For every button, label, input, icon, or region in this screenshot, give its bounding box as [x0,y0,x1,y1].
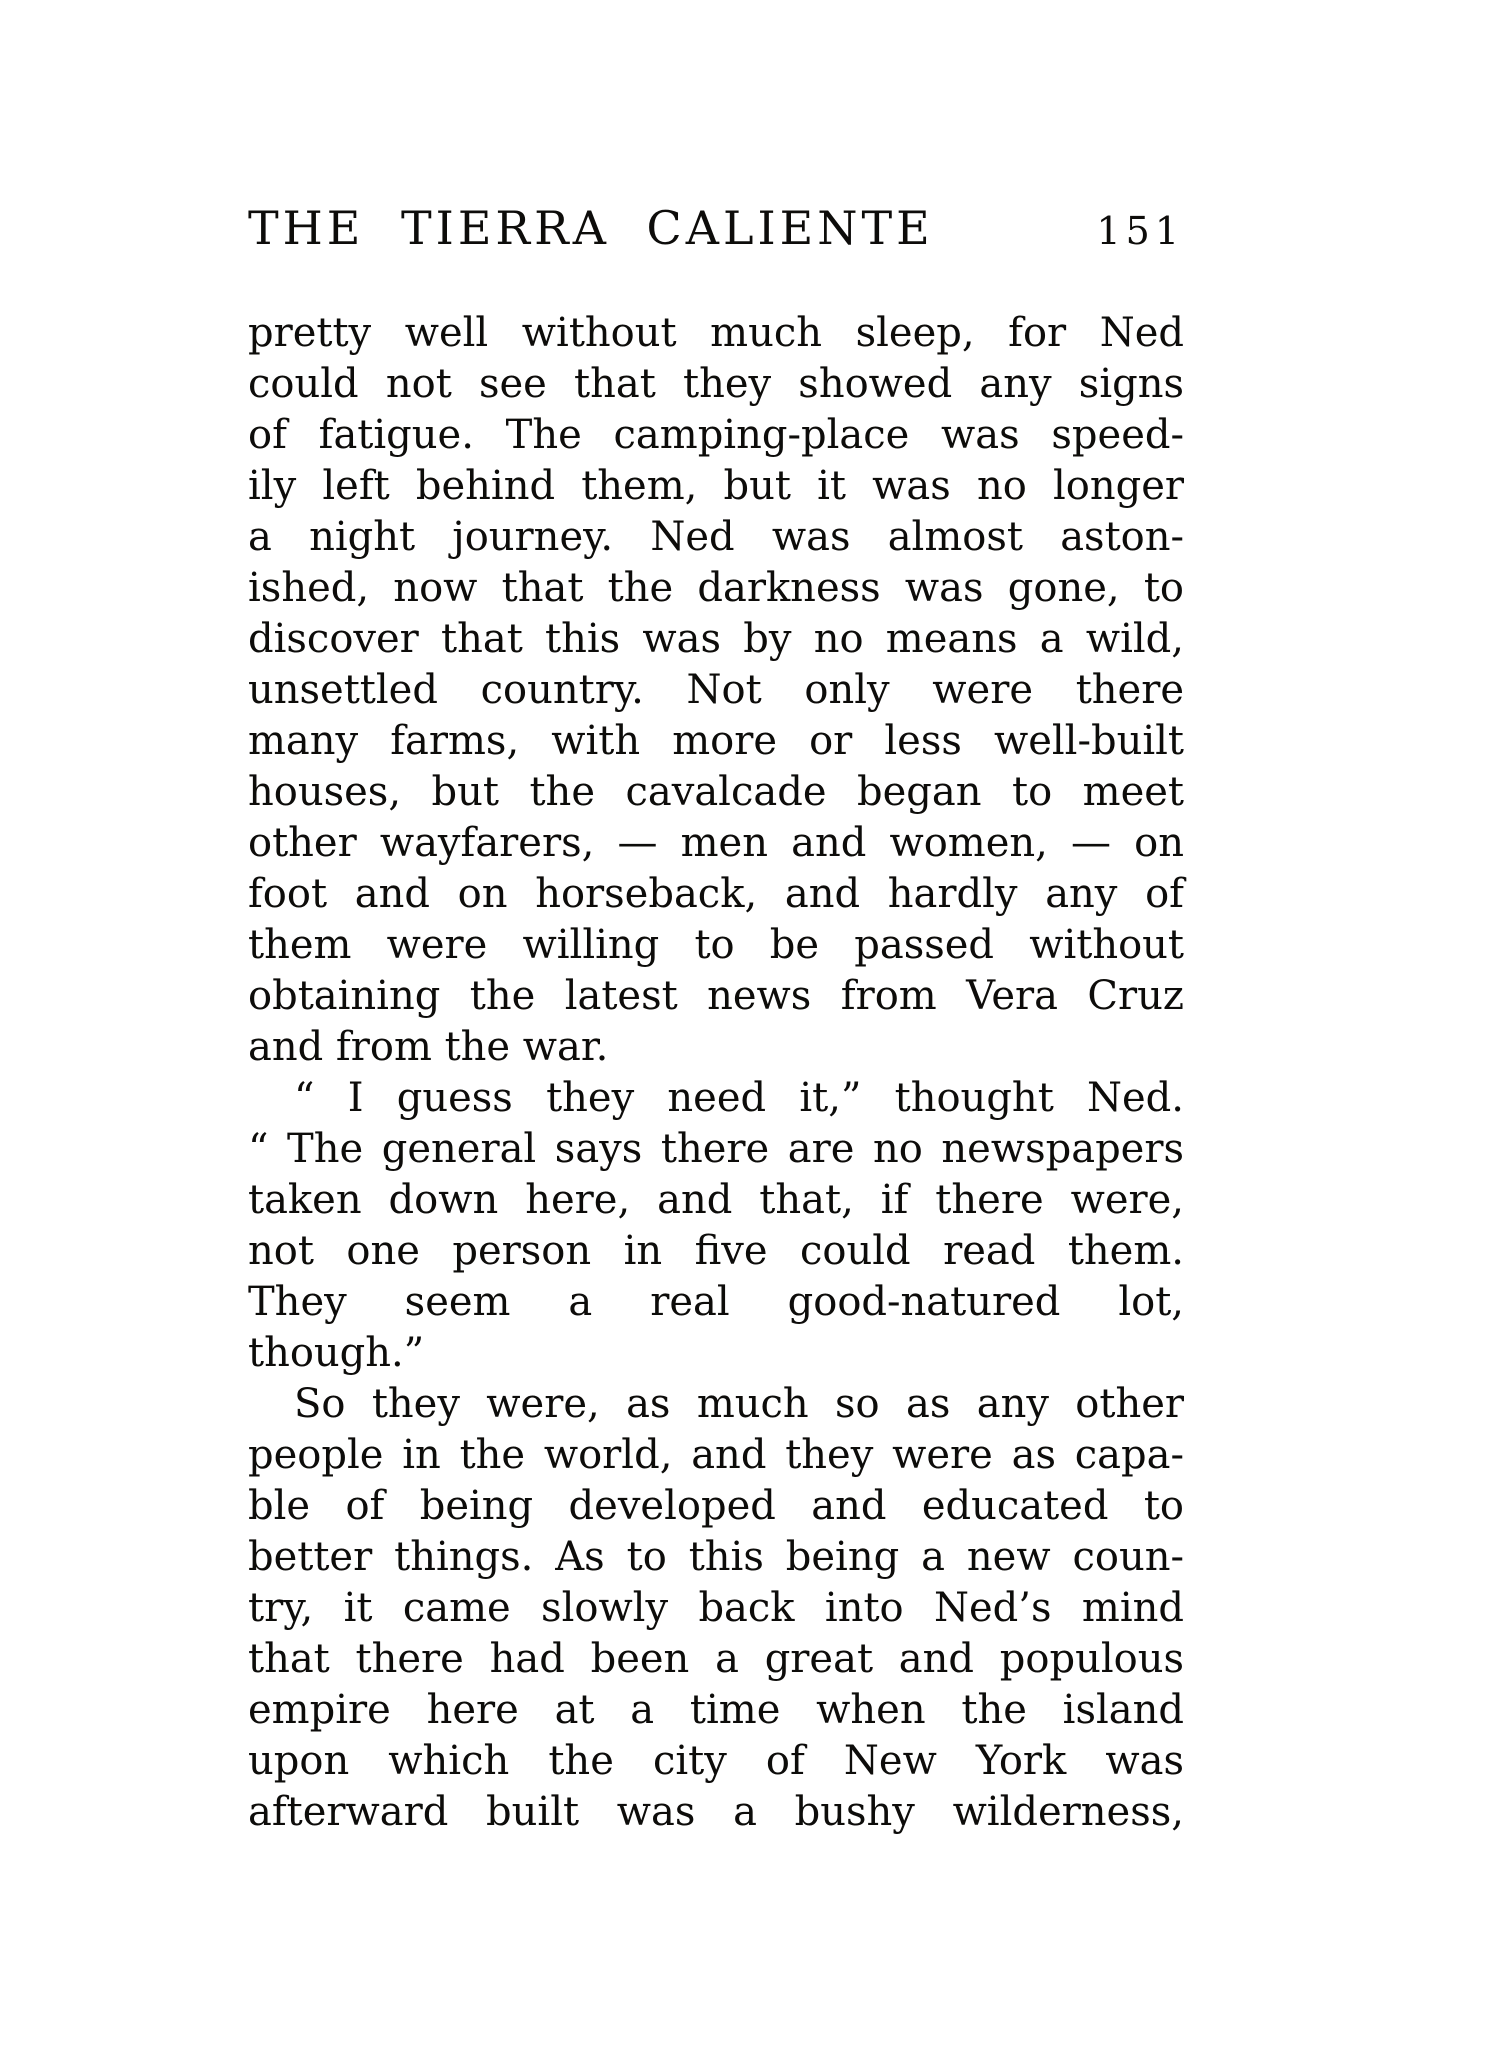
text-line: try, it came slowly back into Ned’s mind [248,1585,1184,1631]
text-line: ished, now that the darkness was gone, to [248,565,1184,611]
text-line: a night journey. Ned was almost aston- [248,514,1184,560]
text-line: of fatigue. The camping-place was speed- [248,412,1184,458]
text-line: upon which the city of New York was [248,1738,1184,1784]
text-line: and from the war. [248,1024,609,1070]
text-line: empire here at a time when the island [248,1687,1184,1733]
text-line: houses, but the cavalcade began to meet [248,769,1184,815]
text-line: many farms, with more or less well-built [248,718,1184,764]
text-line: better things. As to this being a new coun- [248,1534,1184,1580]
page-number: 151 [1096,209,1184,253]
text-line: ble of being developed and educated to [248,1483,1184,1529]
text-line: other wayfarers, — men and women, — on [248,820,1184,866]
text-line: not one person in five could read them. [248,1228,1184,1274]
text-line: afterward built was a bushy wilderness, [248,1789,1184,1835]
text-line: people in the world, and they were as capa- [248,1432,1184,1478]
text-line: them were willing to be passed without [248,922,1184,968]
text-line: discover that this was by no means a wild, [248,616,1184,662]
text-line: though.” [248,1330,425,1376]
text-line: unsettled country. Not only were there [248,667,1184,713]
text-line: So they were, as much so as any other [294,1381,1184,1427]
text-line: that there had been a great and populous [248,1636,1184,1682]
text-line: obtaining the latest news from Vera Cruz [248,973,1184,1019]
text-line: ily left behind them, but it was no longer [248,463,1184,509]
page-title: THE TIERRA CALIENTE [248,201,934,255]
text-line: pretty well without much sleep, for Ned [248,310,1184,356]
body-text [248,308,1184,1838]
text-line: “ I guess they need it,” thought Ned. [294,1075,1184,1121]
text-line: foot and on horseback, and hardly any of [248,871,1184,917]
running-header [248,201,1184,255]
text-line: “ The general says there are no newspapers [248,1126,1184,1172]
text-line: could not see that they showed any signs [248,361,1184,407]
text-line: taken down here, and that, if there were, [248,1177,1184,1223]
text-line: They seem a real good-natured lot, [248,1279,1184,1325]
